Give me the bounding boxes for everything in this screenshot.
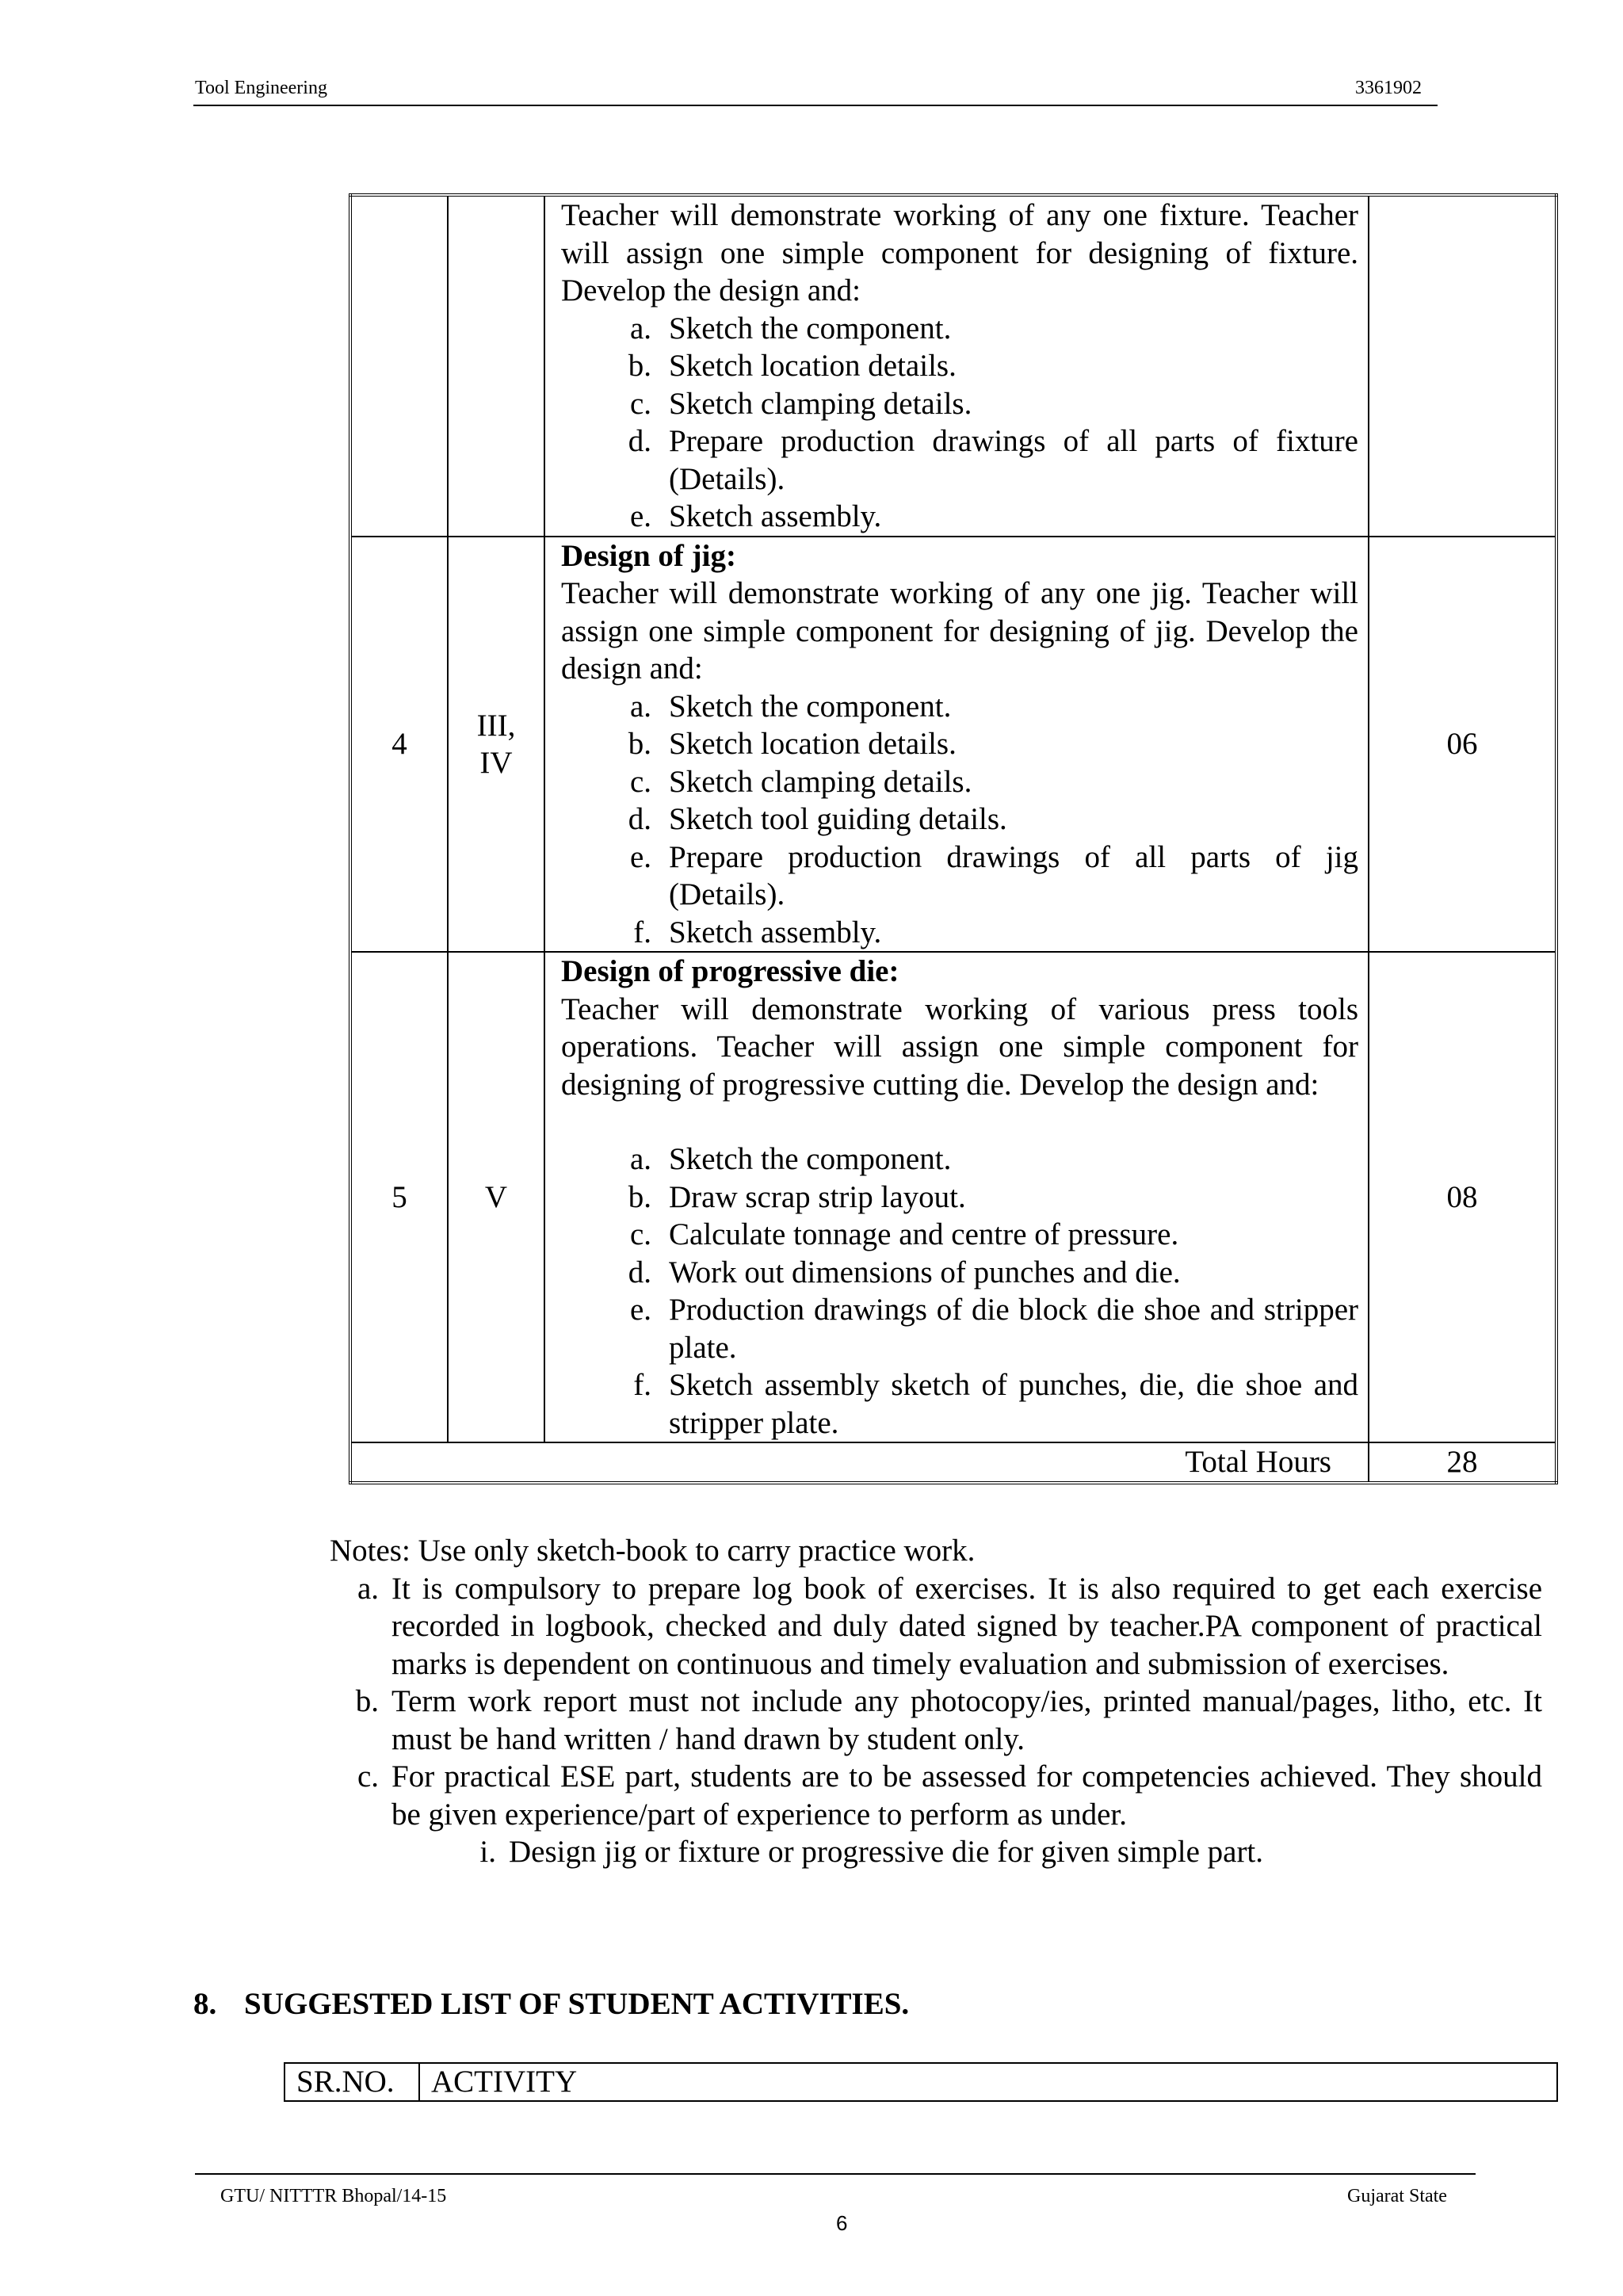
list-item: a. Sketch the component. <box>629 311 952 346</box>
table-row <box>350 952 1556 1442</box>
header-rule <box>193 105 1438 106</box>
list-item: f. Sketch assembly sketch of punches, die, die shoe and stripper plate. <box>633 1368 1358 1440</box>
header-left: Tool Engineering <box>195 78 327 98</box>
exercises-table <box>349 193 1558 1484</box>
exercise-intro: Teacher will demonstrate working of various press tools operations. Teacher will assign one simple component for designing of progressive cutting die. Develop the design and: <box>561 991 1358 1102</box>
table-header-row <box>285 2063 1557 2101</box>
section-heading: 8. SUGGESTED LIST OF STUDENT ACTIVITIES. <box>193 1987 910 2021</box>
sr-cell: 4 <box>350 537 448 953</box>
list-item: c. Sketch clamping details. <box>629 386 972 421</box>
unit-cell: V <box>448 952 544 1442</box>
list-item: d. Sketch tool guiding details. <box>628 802 1007 836</box>
exercise-cell <box>544 195 1369 537</box>
col-sr-no: SR.NO. <box>285 2063 419 2101</box>
list-item: b. Term work report must not include any photocopy/ies, printed manual/pages, litho, etc. It must be hand written / hand drawn by student only. <box>355 1684 1542 1756</box>
footer-right: Gujarat State <box>1347 2186 1447 2206</box>
exercise-steps <box>561 688 1358 952</box>
list-item: a. Sketch the component. <box>629 1142 952 1176</box>
list-item: b. Sketch location details. <box>628 349 957 383</box>
table-row <box>350 537 1556 953</box>
exercise-steps <box>561 1140 1358 1442</box>
list-item: e. Prepare production drawings of all parts of jig (Details). <box>629 839 1358 911</box>
list-item: c. Sketch clamping details. <box>629 764 972 799</box>
total-hours-value: 28 <box>1369 1442 1556 1483</box>
activities-table <box>284 2062 1558 2102</box>
total-hours-label: Total Hours <box>350 1442 1369 1483</box>
exercise-cell <box>544 537 1369 953</box>
list-item: b. Sketch location details. <box>628 727 957 761</box>
unit-cell: III, IV <box>448 537 544 953</box>
list-item: a. It is compulsory to prepare log book of exercises. It is also required to get each exercise recorded in logbook, checked and duly dated signed by teacher.PA component of practical marks is dependent on continuous and timely evaluation and submission of exercises. <box>357 1571 1542 1681</box>
list-item: e. Production drawings of die block die shoe and stripper plate. <box>629 1293 1358 1365</box>
notes-block <box>330 1532 1542 1871</box>
sr-cell <box>350 195 448 537</box>
hours-cell <box>1369 195 1556 537</box>
total-row <box>350 1442 1556 1483</box>
list-item: f. Sketch assembly. <box>633 915 882 949</box>
hours-cell: 06 <box>1369 537 1556 953</box>
list-item: b. Draw scrap strip layout. <box>628 1179 966 1214</box>
list-item: c. Calculate tonnage and centre of pressure. <box>629 1217 1179 1251</box>
sr-cell: 5 <box>350 952 448 1442</box>
table-row <box>350 195 1556 537</box>
header-right: 3361902 <box>1355 78 1422 98</box>
col-activity: ACTIVITY <box>419 2063 1557 2101</box>
exercise-steps <box>561 310 1358 536</box>
footer-rule <box>195 2173 1476 2175</box>
notes-lead: Notes: Use only sketch-book to carry practice work. <box>330 1534 976 1568</box>
exercise-title: Design of progressive die: <box>561 954 899 988</box>
hours-cell: 08 <box>1369 952 1556 1442</box>
exercise-intro: Teacher will demonstrate working of any one fixture. Teacher will assign one simple component for designing of fixture. Develop the design and: <box>561 198 1358 308</box>
list-item: d. Prepare production drawings of all parts of fixture (Details). <box>628 424 1358 496</box>
exercise-intro: Teacher will demonstrate working of any one jig. Teacher will assign one simple component for designing of jig. Develop the design and: <box>561 576 1358 686</box>
list-item: c. For practical ESE part, students are to be assessed for competencies achieved. They should be given experience/part of experience to perform as under. <box>357 1759 1542 1832</box>
exercise-cell <box>544 952 1369 1442</box>
exercise-title: Design of jig: <box>561 538 736 573</box>
page-number: 6 <box>836 2211 848 2235</box>
list-item: e. Sketch assembly. <box>629 499 882 533</box>
list-item: d. Work out dimensions of punches and die. <box>628 1255 1181 1289</box>
list-item: i. Design jig or fixture or progressive die for given simple part. <box>479 1835 1264 1869</box>
footer-left: GTU/ NITTTR Bhopal/14-15 <box>220 2186 447 2206</box>
list-item: a. Sketch the component. <box>629 689 952 724</box>
unit-cell <box>448 195 544 537</box>
